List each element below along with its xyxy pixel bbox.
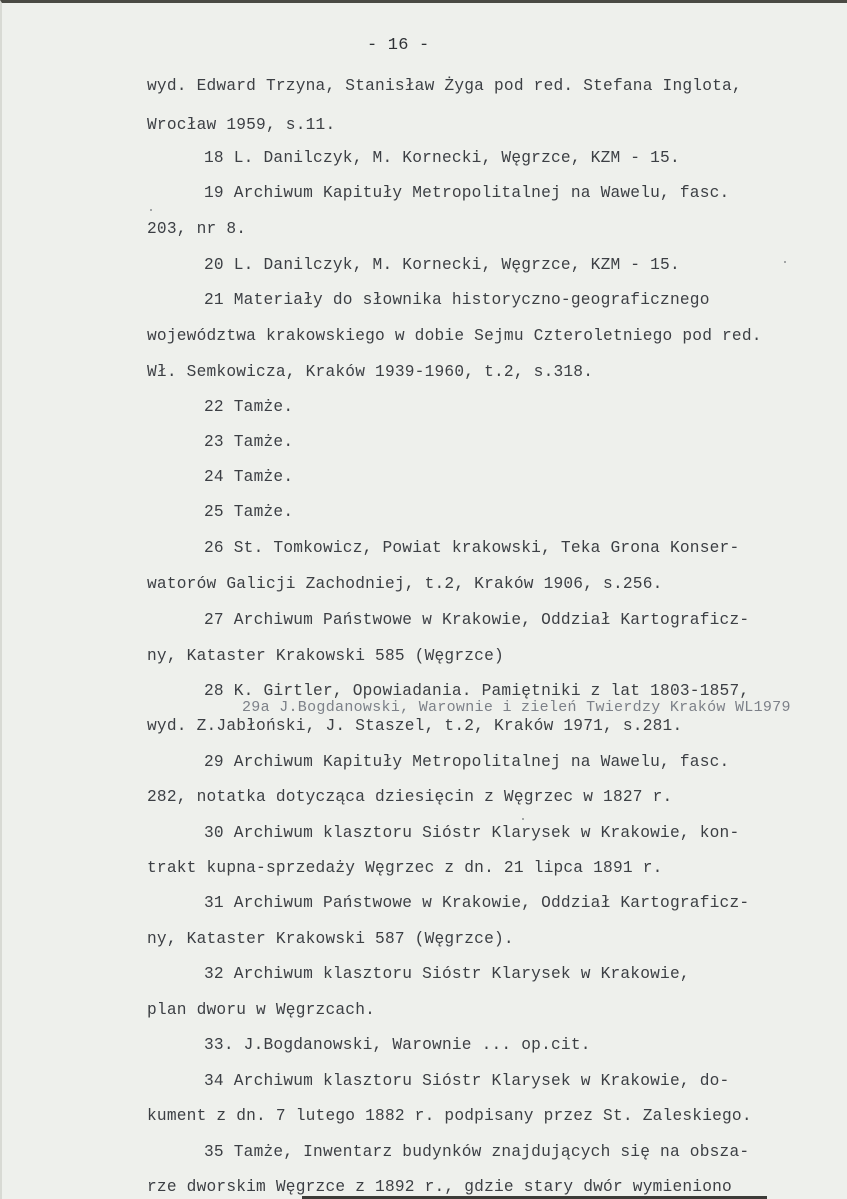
footnote-line: 34 Archiwum klasztoru Sióstr Klarysek w Krakowie, do- <box>204 1072 730 1090</box>
footnote-line: 20 L. Danilczyk, M. Kornecki, Węgrzce, KZM - 15. <box>204 256 680 274</box>
footnote-line: 18 L. Danilczyk, M. Kornecki, Węgrzce, KZM - 15. <box>204 149 680 167</box>
continuation-line: wyd. Z.Jabłoński, J. Staszel, t.2, Kraków 1971, s.281. <box>147 717 683 735</box>
footnote-line: 31 Archiwum Państwowe w Krakowie, Oddział Kartograficz- <box>204 894 750 912</box>
footnote-line: 22 Tamże. <box>204 398 294 416</box>
specks <box>150 209 152 211</box>
continuation-line: ny, Kataster Krakowski 587 (Węgrzce). <box>147 930 514 948</box>
specks <box>784 261 786 263</box>
continuation-line: trakt kupna-sprzedaży Węgrzec z dn. 21 lipca 1891 r. <box>147 859 663 877</box>
continuation-line: 282, notatka dotycząca dziesięcin z Węgrzec w 1827 r. <box>147 788 673 806</box>
footnote-line: 33. J.Bogdanowski, Warownie ... op.cit. <box>204 1036 591 1054</box>
continuation-line: ny, Kataster Krakowski 585 (Węgrzce) <box>147 647 504 665</box>
footnote-line: 32 Archiwum klasztoru Sióstr Klarysek w Krakowie, <box>204 965 690 983</box>
inserted-footnote-29a: 29a J.Bogdanowski, Warownie i zieleń Twierdzy Kraków WL1979 <box>242 699 791 716</box>
continuation-line: Wrocław 1959, s.11. <box>147 116 336 134</box>
footnote-line: 29 Archiwum Kapituły Metropolitalnej na Wawelu, fasc. <box>204 753 730 771</box>
continuation-line: kument z dn. 7 lutego 1882 r. podpisany przez St. Zaleskiego. <box>147 1107 752 1125</box>
footnote-line: 21 Materiały do słownika historyczno-geograficznego <box>204 291 710 309</box>
specks <box>522 818 524 820</box>
continuation-line: Wł. Semkowicza, Kraków 1939-1960, t.2, s.318. <box>147 363 594 381</box>
continuation-line: rze dworskim Węgrzce z 1892 r., gdzie stary dwór wymieniono <box>147 1178 732 1196</box>
footnote-line: 35 Tamże, Inwentarz budynków znajdujących się na obsza- <box>204 1143 750 1161</box>
footnote-line: 26 St. Tomkowicz, Powiat krakowski, Teka Grona Konser- <box>204 539 740 557</box>
footnote-line: 27 Archiwum Państwowe w Krakowie, Oddział Kartograficz- <box>204 611 750 629</box>
continuation-line: 203, nr 8. <box>147 220 247 238</box>
footnote-line: 25 Tamże. <box>204 503 294 521</box>
continuation-line: plan dworu w Węgrzcach. <box>147 1001 376 1019</box>
footnote-line: 28 K. Girtler, Opowiadania. Pamiętniki z lat 1803-1857, <box>204 682 750 700</box>
page-number: - 16 - <box>367 36 430 55</box>
footnote-line: 30 Archiwum klasztoru Sióstr Klarysek w Krakowie, kon- <box>204 824 740 842</box>
continuation-line: wyd. Edward Trzyna, Stanisław Żyga pod red. Stefana Inglota, <box>147 77 742 95</box>
continuation-line: województwa krakowskiego w dobie Sejmu Czteroletniego pod red. <box>147 327 762 345</box>
footnote-line: 24 Tamże. <box>204 468 294 486</box>
footnote-line: 23 Tamże. <box>204 433 294 451</box>
footnote-line: 19 Archiwum Kapituły Metropolitalnej na Wawelu, fasc. <box>204 184 730 202</box>
continuation-line: watorów Galicji Zachodniej, t.2, Kraków 1906, s.256. <box>147 575 663 593</box>
